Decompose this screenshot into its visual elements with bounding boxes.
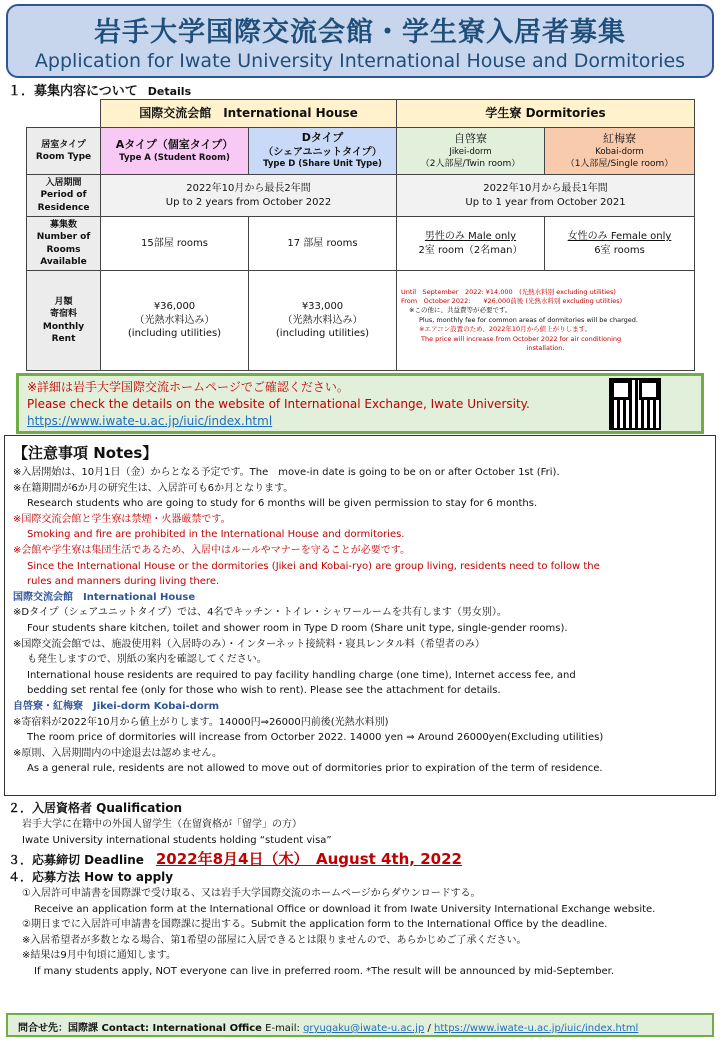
period-label: 入居期間 Period of Residence bbox=[27, 175, 101, 217]
qualification-heading: ２．入居資格者 Qualification bbox=[8, 801, 182, 815]
apply-note-1: ※入居希望者が多数となる場合、第1希望の部屋に入居できるとは限りませんので、あらかじめご了承ください。 bbox=[22, 934, 527, 946]
details-table bbox=[26, 99, 695, 371]
dorm-header: 学生寮 Dormitories bbox=[397, 100, 695, 128]
title-ja: 岩手大学国際交流会館・学生寮入居者募集 bbox=[94, 17, 626, 48]
note-1: ※入居開始は、10月1日（金）からとなる予定です。The move-in date is going to be on or after October 1st (Fri). bbox=[13, 467, 560, 478]
qualification-ja: 岩手大学に在籍中の外国人留学生（在留資格が「留学」の方） bbox=[22, 819, 302, 830]
notes-title: 【注意事項 Notes】 bbox=[13, 444, 158, 462]
qr-code-icon bbox=[609, 378, 661, 430]
ih-header: 国際交流会館 International House bbox=[101, 100, 397, 128]
dorm-subheading: 自啓寮・紅梅寮 Jikei-dorm Kobai-dorm bbox=[13, 700, 220, 712]
info-line-en: Please check the details on the website of International Exchange, Iwate University. bbox=[27, 397, 530, 411]
apply-step-2: ②期日までに入居許可申請書を国際課に提出する。Submit the application form to the International Office by the deadline. bbox=[22, 919, 608, 930]
contact-separator: / bbox=[424, 1023, 435, 1034]
note-5: ※Dタイプ（シェアユニットタイプ）では、4名でキッチン・トイレ・シャワールームを共有します（男女別）。 bbox=[13, 607, 507, 619]
type-d-rooms: 17 部屋 rooms bbox=[249, 217, 397, 271]
apply-note-2: ※結果は9月中旬頃に通知します。 bbox=[22, 950, 176, 961]
note-2: ※在籍期間が6か月の研究生は、入居許可も6か月となります。 bbox=[13, 482, 294, 494]
qualification-en: Iwate University international students holding “student visa” bbox=[22, 834, 332, 846]
note-6-en-2: bedding set rental fee (only for those who wish to rent). Please see the attachment for details. bbox=[27, 685, 501, 697]
details-info-box bbox=[16, 373, 704, 434]
note-4-en-1: Since the International House or the dormitories (Jikei and Kobai-ryo) are group living, residents need to follow the bbox=[27, 560, 600, 572]
deadline-date: 2022年8月4日（木） August 4th, 2022 bbox=[155, 850, 462, 868]
note-3: ※国際交流会館と学生寮は禁煙・火器厳禁です。 bbox=[13, 513, 231, 525]
application-sections bbox=[8, 800, 716, 979]
contact-bar bbox=[6, 1013, 714, 1037]
email-label: E-mail: bbox=[265, 1023, 300, 1034]
note-7: ※寄宿料が2022年10月から値上がりします。14000円⇒26000円前後(光熱水料別) bbox=[13, 716, 389, 728]
jikei-rooms: 男性のみ Male only 2室 room（2名man） bbox=[397, 217, 545, 271]
deadline-heading: ３．応募締切 Deadline bbox=[8, 853, 144, 867]
note-6: ※国際交流会館では、施設使用料（入居時のみ）・インターネット接続料・寝具レンタル料（希望者のみ） bbox=[13, 638, 485, 650]
note-8: ※原則、入居期間内の中途退去は認めません。 bbox=[13, 747, 222, 759]
kobai-rooms: 女性のみ Female only 6室 rooms bbox=[545, 217, 695, 271]
section1-heading: １．募集内容について Details bbox=[8, 84, 192, 99]
rent-label: 月額 寄宿料 Monthly Rent bbox=[27, 271, 101, 371]
note-6-en-1: International house residents are required to pay facility handling charge (one time), Internet access fee, and bbox=[27, 669, 576, 681]
note-8-en: As a general rule, residents are not allowed to move out of dormitories prior to expiration of the term of residence. bbox=[27, 763, 603, 775]
type-d-rent: ¥33,000 （光熱水料込み） (including utilities) bbox=[249, 271, 397, 371]
note-7-en: The room price of dormitories will increase from Octorber 2022. 14000 yen ⇒ Around 26000yen(Excluding utilities) bbox=[27, 732, 604, 744]
kobai-cell: 紅梅寮 Kobai-dorm （1人部屋/Single room） bbox=[545, 128, 695, 175]
apply-heading: ４．応募方法 How to apply bbox=[8, 870, 174, 884]
type-a-rent: ¥36,000 （光熱水料込み） (including utilities) bbox=[101, 271, 249, 371]
dorm-rent-notes: Until September 2022: ¥14,000 (光熱水料別 excluding utilities) From October 2022: ¥26,000前後 (光熱水料別 excluding utilities) ※この他に、共益費等が必要です。 Plus, monthly fee for common areas of dormitories will be charged. ※エアコン設置のため、2022年10月から値上がりします。 The price will increase from October 2022 for air conditioning installation. bbox=[397, 271, 695, 371]
room-type-label: 居室タイプ Room Type bbox=[27, 128, 101, 175]
deadline-row bbox=[8, 851, 716, 869]
page-header bbox=[6, 4, 714, 78]
type-a-cell: Aタイプ（個室タイプ） Type A (Student Room) bbox=[101, 128, 249, 175]
apply-note-en: If many students apply, NOT everyone can live in preferred room. *The result will be announced by mid-September. bbox=[34, 965, 615, 977]
dorm-period: 2022年10月から最長1年間 Up to 1 year from October 2021 bbox=[397, 175, 695, 217]
jikei-cell: 自啓寮 Jikei-dorm （2人部屋/Twin room） bbox=[397, 128, 545, 175]
note-4: ※会館や学生寮は集団生活であるため、入居中はルールやマナーを守ることが必要です。 bbox=[13, 544, 410, 556]
ih-subheading: 国際交流会館 International House bbox=[13, 591, 196, 603]
note-3-en: Smoking and fire are prohibited in the International House and dormitories. bbox=[27, 529, 405, 541]
apply-step-1-en: Receive an application form at the International Office or download it from Iwate University International Exchange website. bbox=[34, 903, 656, 915]
note-4-en-2: rules and manners during living there. bbox=[27, 576, 220, 588]
contact-label: 問合せ先：国際課 Contact: International Office bbox=[18, 1023, 262, 1034]
email-link[interactable]: gryugaku@iwate-u.ac.jp bbox=[303, 1023, 425, 1034]
note-6-b: も発生しますので、別紙の案内を確認してください。 bbox=[27, 654, 267, 666]
note-5-en: Four students share kitchen, toilet and shower room in Type D room (Share unit type, single-gender rooms). bbox=[27, 622, 568, 634]
title-en: Application for Iwate University International House and Dormitories bbox=[34, 50, 686, 72]
note-2-en: Research students who are going to study for 6 months will be given permission to stay for 6 months. bbox=[27, 498, 538, 510]
notes-box bbox=[4, 435, 716, 796]
info-url-link[interactable]: https://www.iwate-u.ac.jp/iuic/index.html bbox=[27, 414, 273, 428]
apply-step-1: ①入居許可申請書を国際課で受け取る、又は岩手大学国際交流のホームページからダウンロードする。 bbox=[22, 888, 481, 899]
ih-period: 2022年10月から最長2年間 Up to 2 years from October 2022 bbox=[101, 175, 397, 217]
info-line-ja: ※詳細は岩手大学国際交流ホームページでご確認ください。 bbox=[27, 380, 349, 394]
type-a-rooms: 15部屋 rooms bbox=[101, 217, 249, 271]
rooms-label: 募集数 Number of Rooms Available bbox=[27, 217, 101, 271]
type-d-cell: Dタイプ （シェアユニットタイプ） Type D (Share Unit Type) bbox=[249, 128, 397, 175]
website-link[interactable]: https://www.iwate-u.ac.jp/iuic/index.html bbox=[434, 1023, 639, 1034]
